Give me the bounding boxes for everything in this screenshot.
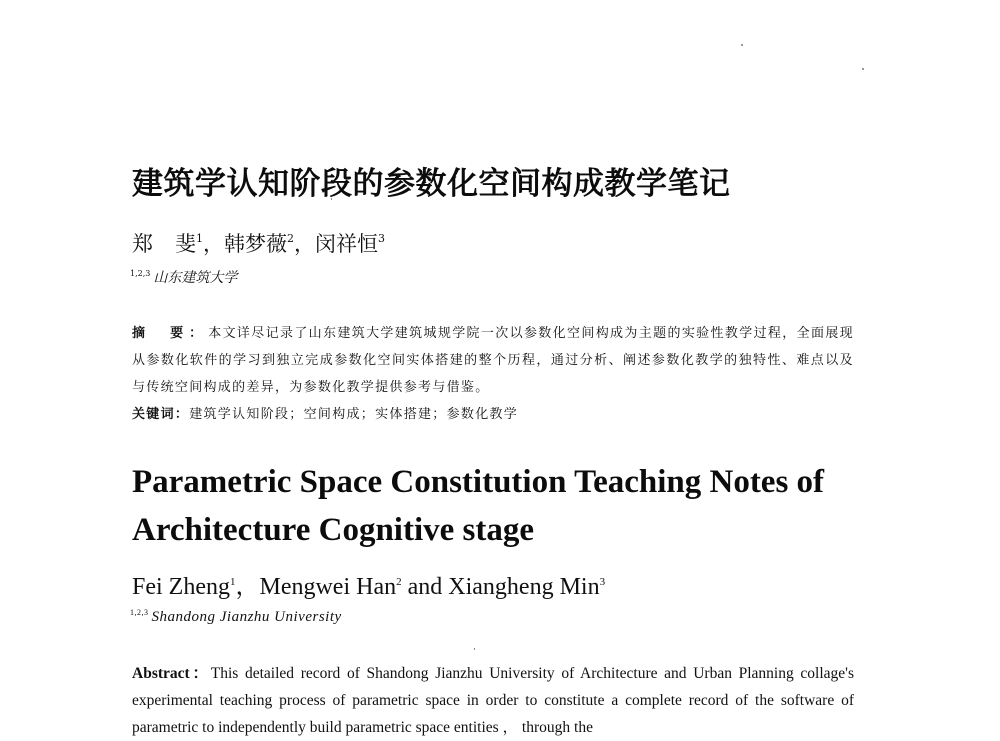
- affiliation-name: Shandong Jianzhu University: [151, 609, 342, 625]
- chinese-keywords: [132, 403, 518, 422]
- english-author-name: Xiangheng Min: [448, 574, 600, 600]
- affiliation-name: 山东建筑大学: [153, 270, 238, 286]
- author-superscript: 2: [396, 576, 402, 588]
- scan-speck: [741, 44, 743, 46]
- author-superscript: 2: [287, 232, 294, 245]
- english-title: Parametric Space Constitution Teaching Notes of Architecture Cognitive stage: [132, 464, 825, 548]
- author-separator: ，: [235, 574, 260, 600]
- chinese-author-name: 斐: [175, 232, 196, 256]
- chinese-author-name: 韩梦薇: [224, 232, 287, 256]
- english-author-name: Fei Zheng: [132, 574, 230, 600]
- english-affiliation: [130, 608, 342, 626]
- affiliation-marks: 1,2,3: [130, 608, 149, 617]
- english-abstract-text: This detailed record of Shandong Jianzhu University of Architecture and Urban Planning collage's experimental teaching process of parametric space in order to constitute a complete record of the software of parametric to independently build parametric space entities ， through the: [132, 665, 854, 736]
- author-superscript: 1: [229, 576, 236, 588]
- scan-speck: [862, 68, 864, 70]
- chinese-author-name: 郑: [132, 232, 153, 256]
- chinese-keywords-label: 关键词：: [132, 407, 190, 422]
- chinese-abstract-text: 本文详尽记录了山东建筑大学建筑城规学院一次以参数化空间构成为主题的实验性教学过程，全面展现从参数化软件的学习到独立完成参数化空间实体搭建的整个历程，通过分析、阐述参数化教学的独特性、难点以及与传统空间构成的差异，为参数化教学提供参考与借鉴。: [132, 326, 854, 395]
- author-separator: ，: [203, 232, 224, 256]
- chinese-abstract-label: 摘 要：: [132, 326, 209, 341]
- author-superscript: 3: [378, 232, 385, 245]
- author-superscript: 3: [599, 576, 606, 588]
- chinese-affiliation: [130, 267, 237, 287]
- author-separator: and: [401, 574, 449, 600]
- author-separator: ，: [294, 232, 315, 256]
- chinese-author-line: [132, 228, 385, 258]
- chinese-abstract: [132, 320, 854, 401]
- author-superscript: 1: [196, 232, 203, 245]
- english-abstract-label: Abstract：: [132, 665, 211, 682]
- chinese-keywords-text: 建筑学认知阶段；空间构成；实体搭建；参数化教学: [189, 407, 519, 422]
- english-author-name: Mengwei Han: [259, 574, 397, 600]
- affiliation-marks: 1,2,3: [130, 269, 151, 278]
- english-abstract: [132, 660, 854, 741]
- chinese-title: 建筑学认知阶段的参数化空间构成教学笔记: [132, 166, 731, 202]
- scan-speck: [474, 648, 475, 650]
- chinese-author-name: 闵祥恒: [315, 232, 378, 256]
- english-author-line: [132, 566, 605, 601]
